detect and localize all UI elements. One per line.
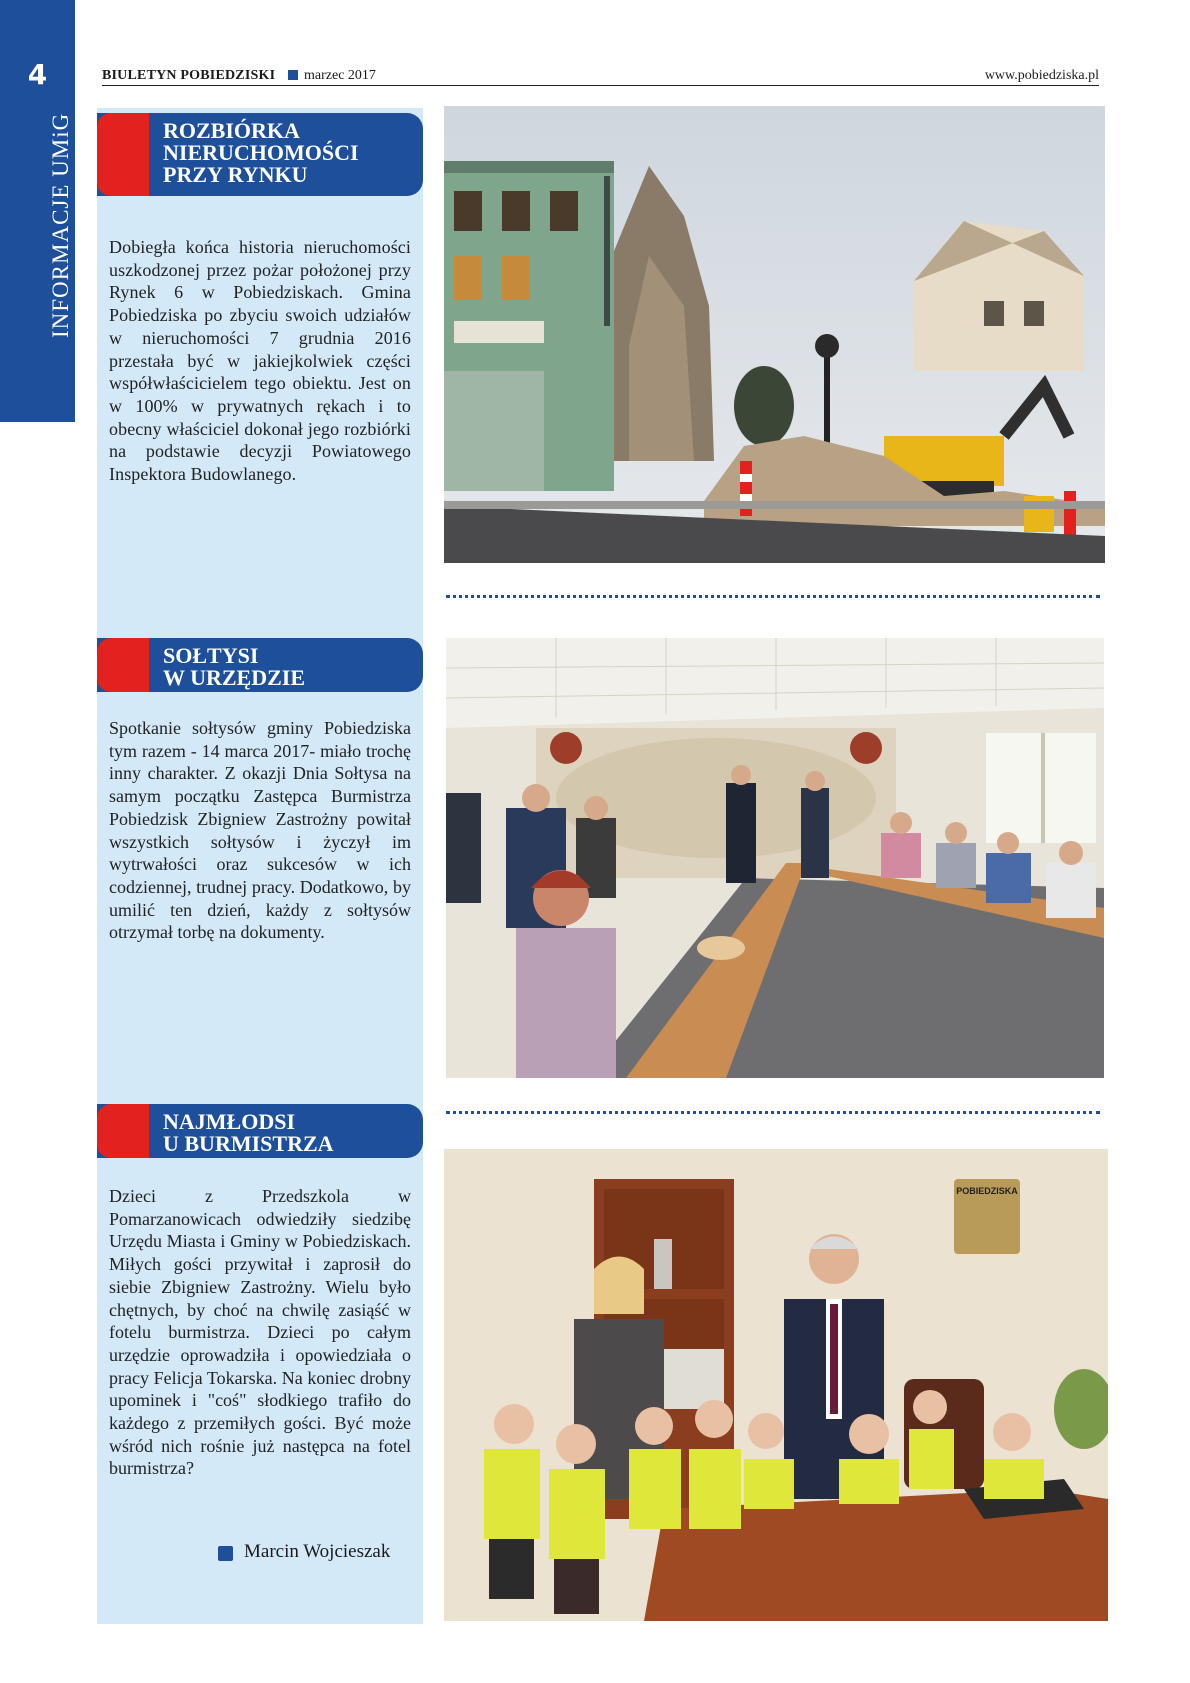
page-number: 4 — [27, 58, 48, 91]
section-label: INFORMACJE UMiG — [48, 112, 73, 338]
photo-demolition — [444, 106, 1105, 563]
article-3-body: Dzieci z Przedszkola w Pomarzanowicach odwiedziły siedzibę Urzędu Miasta i Gminy w Pobiedziskach. Miłych gości przywitał i zaprosił do siebie Zbigniew Zastrożny. Wielu było chętnych, by choć na chwilę zasiąść w fotelu burmistrza. Dzieci po całym urzędzie oprowadziła i opowiedziała o pracy Felicja Tokarska. Na koniec drobny upominek i "coś" słodkiego trafiło do każdego z przemiłych gości. Być może wśród nich rośnie już następca na fotel burmistrza? — [109, 1186, 411, 1479]
article-2-body: Spotkanie sołtysów gminy Pobiedziska tym razem - 14 marca 2017- miało trochę inny charakter. Z okazji Dnia Sołtysa na samym początku Zastępca Burmistrza Pobiedzisk Zbigniew Zastrożny powitał wszystkich sołtysów i życzył im wytrwałości oraz sukcesów w ich codziennej, trudnej pracy. Dodatkowo, by umilić ten dzień, każdy z sołtysów otrzymał torbę na dokumenty. — [109, 718, 411, 943]
crest-text: POBIEDZISKA — [956, 1186, 1018, 1196]
headline-red-block — [97, 638, 149, 692]
header-square-icon — [288, 70, 298, 80]
separator-dotted-1 — [446, 595, 1100, 598]
article-1-body: Dobiegła końca historia nieruchomości uszkodzonej przez pożar położonej przy Rynek 6 w Pobiedziskach. Gmina Pobiedziska po zbyciu swoich udziałów w nieruchomości 7 grudnia 2016 przestała być w jakiejkolwiek części współwłaścicielem tego obiektu. Jest on w 100% w prywatnych rękach i to obecny właściciel dokonał jego rozbiórki na podstawie decyzji Powiatowego Inspektora Budowlanego. — [109, 237, 411, 485]
headline-article-2 — [97, 638, 423, 692]
headline-red-block — [97, 113, 149, 196]
issue-date: marzec 2017 — [304, 68, 376, 83]
author-square-icon — [218, 1546, 233, 1561]
photo-meeting — [446, 638, 1104, 1078]
headline-article-3 — [97, 1104, 423, 1158]
headline-text: NAJMŁODSI U BURMISTRZA — [163, 1109, 334, 1156]
publication-title: BIULETYN POBIEDZISKI — [102, 68, 276, 83]
headline-article-1 — [97, 113, 423, 196]
running-header — [102, 66, 1099, 86]
headline-text: ROZBIÓRKA NIERUCHOMOŚCI PRZY RYNKU — [163, 118, 359, 187]
article-author: Marcin Wojcieszak — [244, 1541, 391, 1562]
separator-dotted-2 — [446, 1111, 1100, 1114]
website-url[interactable]: www.pobiedziska.pl — [984, 68, 1099, 83]
headline-text: SOŁTYSI W URZĘDZIE — [163, 643, 306, 690]
photo-children — [444, 1149, 1108, 1621]
headline-red-block — [97, 1104, 149, 1158]
